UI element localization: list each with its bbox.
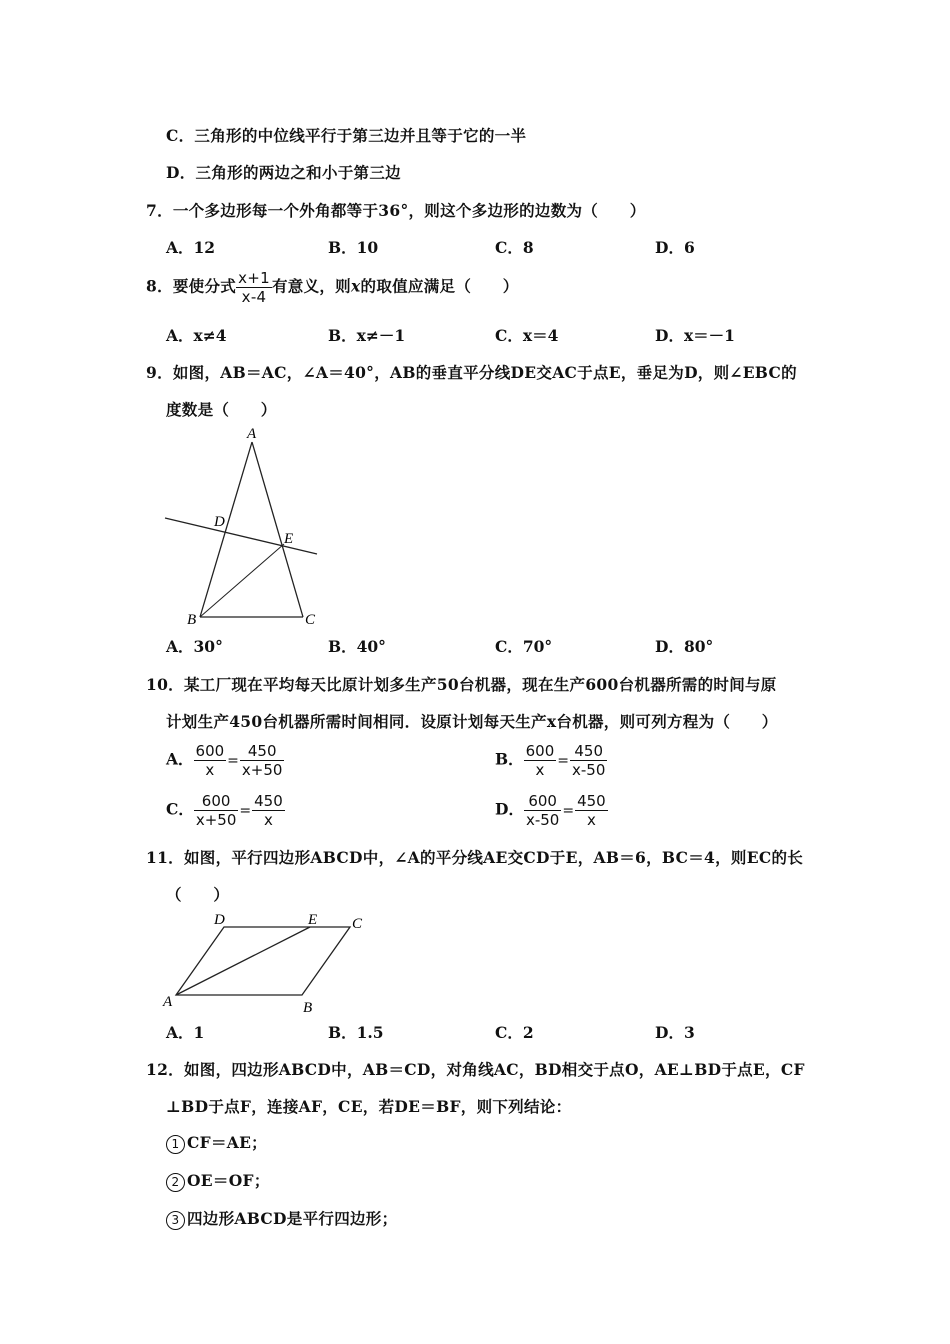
- q11-segment-ae: [176, 927, 310, 995]
- q8-stem-mid: 有意义，则: [271, 276, 351, 296]
- q11-option-a: A．1: [166, 1023, 205, 1042]
- q8-stem-pre: 8．要使分式: [146, 276, 237, 296]
- q11-label-e: E: [308, 912, 318, 928]
- q11-label-d: D: [214, 912, 225, 928]
- q7-option-c: C．8: [495, 238, 534, 257]
- q10-option-b-label: B．: [495, 749, 524, 769]
- q10-stem-line2: 计划生产450台机器所需时间相同．设原计划每天生产x台机器，则可列方程为（ ）: [166, 712, 778, 731]
- q12-conclusion-2-text: OE＝OF；: [187, 1171, 270, 1190]
- q10-b-left-den: x: [535, 761, 545, 779]
- q12-conclusion-1: [166, 1131, 267, 1154]
- q10-c-right-frac: [252, 792, 285, 829]
- q8-stem-post: 的取值应满足（ ）: [360, 276, 519, 296]
- q6-option-d: D．三角形的两边之和小于第三边: [166, 163, 401, 182]
- q11-option-c: C．2: [495, 1023, 534, 1042]
- q11-parallelogram-figure: [160, 908, 370, 1014]
- q10-d-equals: =: [562, 802, 575, 819]
- q10-c-left-den: x+50: [195, 811, 237, 829]
- q10-c-equals: =: [239, 802, 252, 819]
- q8-option-b: B．x≠－1: [328, 326, 406, 345]
- q10-b-left-num: 600: [525, 742, 555, 760]
- q12-mark-3: 3: [166, 1211, 185, 1230]
- q10-b-left-frac: [524, 742, 557, 779]
- q12-mark-2: 2: [166, 1173, 185, 1192]
- q10-c-left-frac: [194, 792, 239, 829]
- q10-d-left-num: 600: [524, 792, 561, 811]
- q7-stem: 7．一个多边形每一个外角都等于36°，则这个多边形的边数为（ ）: [146, 201, 646, 220]
- q12-mark-1: 1: [166, 1135, 185, 1154]
- q10-option-a-label: A．: [166, 749, 194, 769]
- q9-segment-be: [200, 544, 284, 617]
- q11-stem-line2: （ ）: [166, 885, 230, 904]
- q10-b-right-num: 450: [570, 742, 607, 761]
- q9-option-c: C．70°: [495, 637, 553, 656]
- q10-b-right-den: x-50: [571, 761, 606, 779]
- q9-side-ac: [252, 442, 303, 617]
- q8-frac-num: x+1: [238, 269, 270, 287]
- q10-option-a: [166, 742, 284, 779]
- q10-a-left-den: x: [205, 761, 215, 779]
- q10-option-d-label: D．: [495, 799, 524, 819]
- q10-option-b: [495, 742, 607, 779]
- q12-stem-line2: ⊥BD于点F，连接AF，CE，若DE＝BF，则下列结论：: [166, 1097, 572, 1116]
- q7-option-d: D．6: [655, 238, 695, 257]
- q10-option-c: [166, 792, 285, 829]
- q8-option-c: C．x＝4: [495, 326, 559, 345]
- q10-d-left-frac: [524, 792, 561, 829]
- q12-conclusion-3-text: 四边形ABCD是平行四边形；: [187, 1209, 398, 1228]
- q12-conclusion-2: [166, 1169, 270, 1192]
- q12-stem-line1: 12．如图，四边形ABCD中，AB＝CD，对角线AC，BD相交于点O，AE⊥BD于点E，CF: [146, 1060, 805, 1079]
- q10-a-equals: =: [227, 752, 239, 769]
- q10-option-d: [495, 792, 608, 829]
- q10-a-right-frac: [240, 742, 285, 779]
- q10-d-right-frac: [575, 792, 608, 829]
- q11-parallelogram-abcd: [176, 927, 350, 995]
- q9-label-e: E: [284, 531, 294, 547]
- q10-stem-line1: 10．某工厂现在平均每天比原计划多生产50台机器，现在生产600台机器所需的时间与原: [146, 675, 777, 694]
- q8-frac-den: x-4: [241, 288, 267, 306]
- q10-d-right-den: x: [586, 811, 596, 829]
- q9-label-a: A: [247, 426, 257, 442]
- q10-c-left-num: 600: [194, 792, 239, 811]
- q10-c-right-den: x: [264, 811, 273, 829]
- q10-c-right-num: 450: [254, 792, 283, 810]
- q10-a-right-den: x+50: [241, 761, 283, 779]
- q8-option-d: D．x＝－1: [655, 326, 735, 345]
- q10-option-c-label: C．: [166, 799, 194, 819]
- q8-fraction: [236, 269, 272, 306]
- q8-option-a: A．x≠4: [166, 326, 227, 345]
- q8-var: x: [351, 276, 361, 296]
- q7-option-a: A．12: [166, 238, 216, 257]
- q9-triangle-figure: [160, 420, 330, 632]
- q9-stem-line2: 度数是（ ）: [166, 400, 277, 419]
- q12-conclusion-3: [166, 1207, 397, 1230]
- q11-stem-line1: 11．如图，平行四边形ABCD中，∠A的平分线AE交CD于E，AB＝6，BC＝4，则EC的长: [146, 848, 804, 867]
- q9-label-b: B: [187, 612, 197, 628]
- q10-d-right-num: 450: [577, 792, 606, 810]
- q9-side-ab: [200, 442, 252, 617]
- q9-line-de: [165, 518, 317, 554]
- q9-label-c: C: [305, 612, 316, 628]
- q9-option-d: D．80°: [655, 637, 714, 656]
- q10-a-left-num: 600: [195, 742, 225, 760]
- q11-option-d: D．3: [655, 1023, 695, 1042]
- q9-label-d: D: [214, 514, 225, 530]
- q11-option-b: B．1.5: [328, 1023, 384, 1042]
- q10-a-right-num: 450: [240, 742, 285, 761]
- q10-b-equals: =: [557, 752, 569, 769]
- q11-label-a: A: [163, 994, 173, 1010]
- q11-label-c: C: [352, 916, 363, 932]
- q10-a-left-frac: [194, 742, 227, 779]
- q11-label-b: B: [303, 1000, 313, 1014]
- q9-option-b: B．40°: [328, 637, 386, 656]
- q12-conclusion-1-text: CF＝AE；: [187, 1133, 267, 1152]
- q10-d-left-den: x-50: [525, 811, 560, 829]
- q6-option-c: C．三角形的中位线平行于第三边并且等于它的一半: [166, 126, 527, 145]
- q8-stem: [146, 269, 519, 306]
- q9-option-a: A．30°: [166, 637, 223, 656]
- q9-stem-line1: 9．如图，AB＝AC，∠A＝40°，AB的垂直平分线DE交AC于点E，垂足为D，则∠EBC的: [146, 363, 797, 382]
- q10-b-right-frac: [570, 742, 607, 779]
- q7-option-b: B．10: [328, 238, 379, 257]
